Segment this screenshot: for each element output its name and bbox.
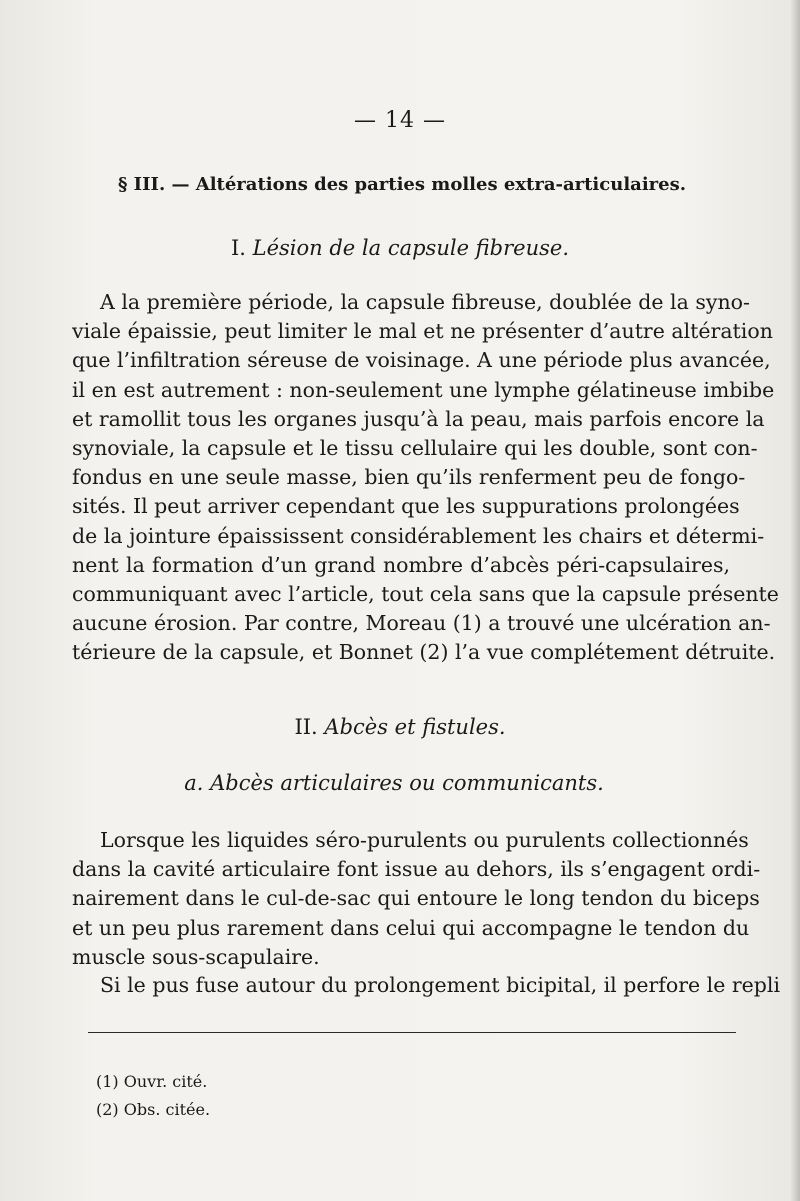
text-line: nent la formation d’un grand nombre d’abcès péri-capsulaires,: [72, 552, 730, 577]
text-line: synoviale, la capsule et le tissu cellulaire qui les double, sont con-: [72, 435, 758, 460]
footnote-2: (2) Obs. citée.: [96, 1100, 211, 1119]
paragraph-articular-abscess: [72, 826, 761, 972]
text-line: et un peu plus rarement dans celui qui accompagne le tendon du: [72, 915, 750, 940]
text-line: communiquant avec l’article, tout cela sans que la capsule présente: [72, 581, 779, 606]
subsection-letter: a.: [184, 771, 204, 795]
subsection-title-abscess: [0, 715, 800, 739]
text-line: térieure de la capsule, et Bonnet (2) l’a vue complétement détruite.: [72, 640, 776, 665]
subsection-title-capsule: [0, 236, 800, 260]
text-line: muscle sous-scapulaire.: [72, 944, 320, 969]
text-line: dans la cavité articulaire font issue au dehors, ils s’engagent ordi-: [72, 857, 761, 882]
section-title: § III. — Altérations des parties molles extra-articulaires.: [118, 174, 686, 195]
footnote-rule: [88, 1032, 736, 1033]
text-line: nairement dans le cul-de-sac qui entoure le long tendon du biceps: [72, 886, 760, 911]
subsection-heading: Abcès articulaires ou communicants.: [210, 771, 604, 795]
paragraph-bicipital: [72, 971, 781, 1000]
page-number: — 14 —: [354, 108, 446, 133]
text-line: de la jointure épaississent considérablement les chairs et détermi-: [72, 523, 765, 548]
footnote-1: (1) Ouvr. cité.: [96, 1072, 208, 1091]
text-line: et ramollit tous les organes jusqu’à la peau, mais parfois encore la: [72, 406, 765, 431]
page-spine-shadow: [790, 0, 800, 1201]
subsection-numeral: II.: [294, 715, 318, 739]
text-line: Si le pus fuse autour du prolongement bicipital, il perfore le repli: [100, 973, 781, 997]
subsection-title-articular-abscess: [0, 771, 794, 795]
text-line: Lorsque les liquides séro-purulents ou purulents collectionnés: [100, 828, 749, 852]
subsection-heading: Lésion de la capsule fibreuse.: [252, 236, 569, 260]
text-line: que l’infiltration séreuse de voisinage. A une période plus avancée,: [72, 348, 771, 373]
subsection-numeral: I.: [230, 236, 246, 260]
text-line: viale épaissie, peut limiter le mal et ne présenter d’autre altération: [72, 319, 773, 344]
subsection-heading: Abcès et fistules.: [324, 715, 506, 739]
text-line: sités. Il peut arriver cependant que les suppurations prolongées: [72, 494, 740, 519]
text-line: A la première période, la capsule fibreuse, doublée de la syno-: [100, 290, 750, 314]
paragraph-capsule: [72, 288, 779, 667]
text-line: aucune érosion. Par contre, Moreau (1) a trouvé une ulcération an-: [72, 611, 771, 636]
text-line: fondus en une seule masse, bien qu’ils renferment peu de fongo-: [72, 465, 746, 490]
text-line: il en est autrement : non-seulement une lymphe gélatineuse imbibe: [72, 377, 775, 402]
